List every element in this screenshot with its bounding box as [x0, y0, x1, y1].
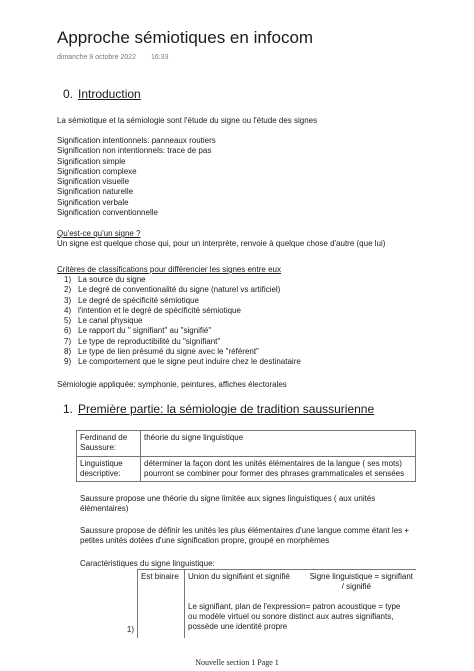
saussure-table — [76, 430, 416, 482]
list-item: Signification visuelle — [57, 177, 130, 187]
row-number-cell: 1) — [76, 570, 138, 638]
list-item: Signification intentionnels: panneaux routiers — [57, 136, 216, 145]
list-item: Signification conventionnelle — [57, 208, 158, 218]
section-0-label: Introduction — [78, 87, 141, 101]
section-1-number: 1. — [63, 402, 74, 416]
list-item: 3) Le degré de spécificité sémiotique — [64, 295, 199, 305]
paragraph-1: Saussure propose une théorie du signe limitée aux signes linguistiques ( aux unités élémentaires) — [80, 494, 376, 514]
section-1-heading — [63, 402, 374, 416]
characteristics-table — [76, 569, 416, 638]
table-row — [77, 431, 416, 457]
page-time: 16:33 — [150, 54, 169, 61]
intro-sentence: La sémiotique et la sémiologie sont l'étude du signe ou l'étude des signes — [57, 116, 318, 125]
page-meta — [57, 54, 168, 61]
sign-question: Qu'est-ce qu'un signe ? — [57, 229, 141, 238]
table-cell: Union du signifiant et signifié Signe linguistique = signifiant / signifié Le signifiant, plan de l'expression= patron acoustique = type ou modèle virtuel ou sonore distinct aux autres signifiants, possède une identité propre — [185, 570, 417, 638]
table-cell: Linguistique descriptive: — [77, 456, 141, 482]
list-item: 4) l'intention et le degré de spécificité sémiotique — [64, 305, 241, 315]
table-row — [77, 456, 416, 482]
list-item: 9) Le comportement que le signe peut induire chez le destinataire — [64, 357, 301, 367]
sign-answer: Un signe est quelque chose qui, pour un interprète, renvoie à quelque chose d'autre (que lui) — [57, 239, 386, 248]
list-item: 2) Le degré de conventionalité du signe (naturel vs artificiel) — [64, 285, 281, 295]
table-cell: déterminer la façon dont les unités élémentaires de la langue ( ses mots) pourront se combiner pour former des phrases grammaticales et sensées — [141, 456, 416, 482]
list-item: 7) Le type de reproductibilité du "signifiant" — [64, 336, 221, 346]
list-item: 1) La source du signe — [64, 275, 146, 284]
applied-semiology: Sémiologie appliquée: symphonie, peintures, affiches électorales — [57, 380, 287, 389]
list-item: 6) Le rapport du " signifiant" au "signifié" — [64, 326, 212, 336]
page-date: dimanche 9 octobre 2022 — [57, 54, 136, 61]
page-footer: Nouvelle section 1 Page 1 — [195, 658, 279, 667]
significations-list — [57, 136, 216, 218]
page-title: Approche sémiotiques en infocom — [57, 28, 314, 47]
section-0-heading — [63, 87, 141, 101]
list-item: Signification complexe — [57, 166, 137, 176]
list-item: Signification simple — [57, 156, 126, 166]
table-cell: Est binaire — [138, 570, 185, 638]
criteria-list — [64, 275, 301, 368]
table-cell: théorie du signe linguistique — [141, 431, 416, 457]
characteristics-heading: Caractéristiques du signe linguistique: — [80, 559, 215, 568]
section-0-number: 0. — [63, 87, 74, 101]
table-row — [76, 570, 416, 638]
list-item: Signification non intentionnels: trace de pas — [57, 146, 212, 156]
table-cell: Ferdinand de Saussure: — [77, 431, 141, 457]
list-item: 8) Le type de lien présumé du signe avec le "référent" — [64, 347, 259, 357]
criteria-heading: Critères de classifications pour différencier les signes entre eux — [57, 265, 281, 274]
list-item: Signification verbale — [57, 197, 129, 207]
paragraph-2: Saussure propose de définir les unités les plus élémentaires d'une langue comme étant les + petites unités dotées d'une signification propre, groupé en morphèmes — [80, 526, 410, 546]
list-item: 5) Le canal physique — [64, 316, 143, 326]
list-item: Signification naturelle — [57, 187, 134, 197]
section-1-label: Première partie: la sémiologie de tradition saussurienne — [78, 402, 375, 416]
